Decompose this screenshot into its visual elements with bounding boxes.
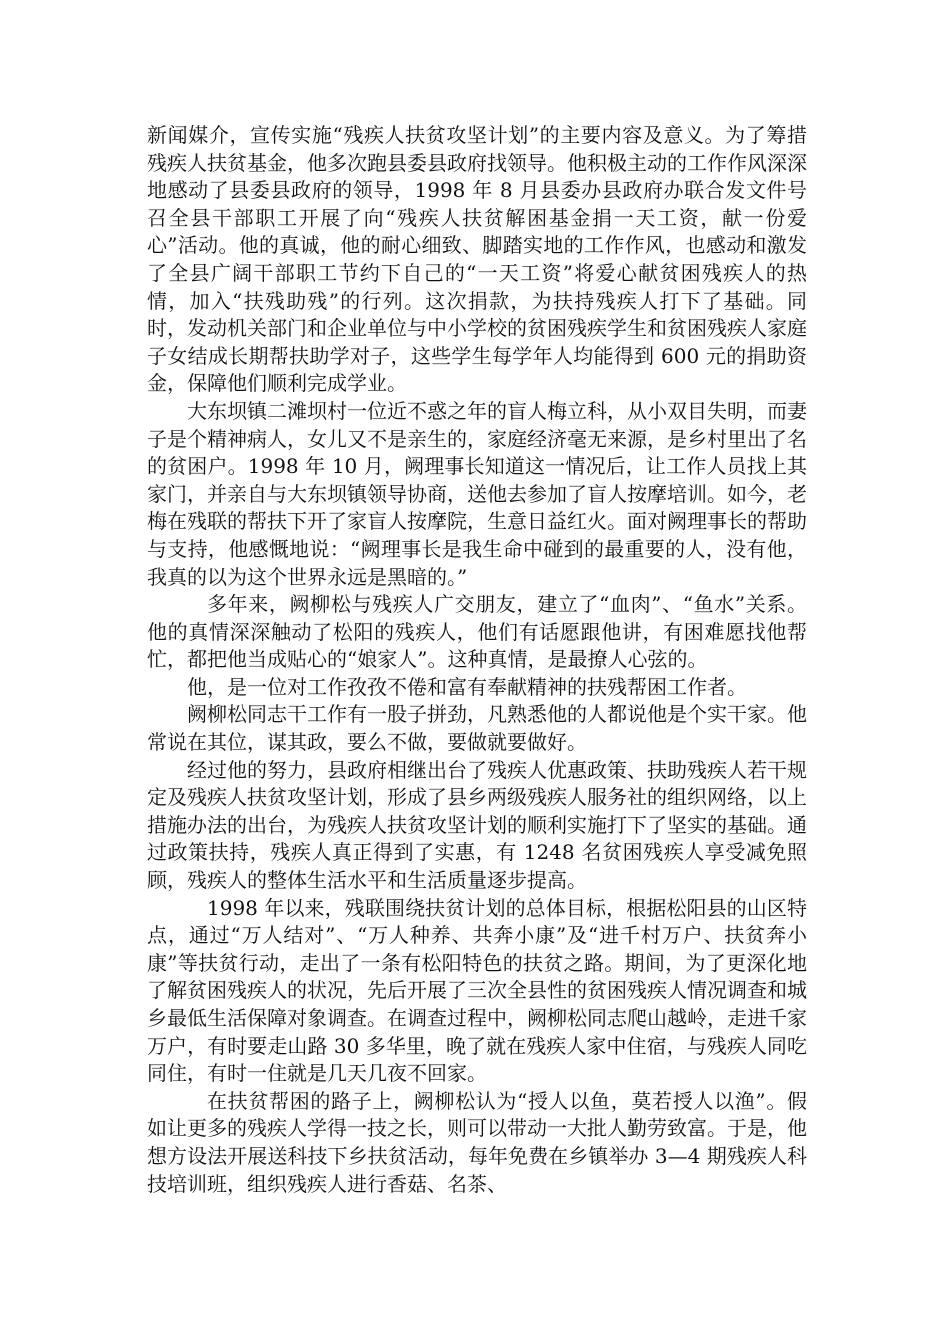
paragraph-4: 他，是一位对工作孜孜不倦和富有奉献精神的扶残帮困工作者。	[187, 674, 747, 699]
paragraph-2: 大东坝镇二滩坝村一位近不惑之年的盲人梅立科，从小双目失明，而妻子是个精神病人，女儿又不是亲生的，家庭经济毫无来源，是乡村里出了名的贫困户。1998 年 10 月，阙理事长知道这一情况后，让工作人员找上其家门，并亲自与大东坝镇领导协商，送他去参加了盲人按摩培训。如今，老梅在残联的帮扶下开了家盲人按摩院，生意日益红火。面对阙理事长的帮助与支持，他感慨地说：“阙理事长是我生命中碰到的最重要的人，没有他，我真的以为这个世界永远是黑暗的。”	[147, 398, 807, 589]
paragraph-3: 多年来，阙柳松与残疾人广交朋友，建立了“血肉”、“鱼水”关系。他的真情深深触动了松阳的残疾人，他们有话愿跟他讲，有困难愿找他帮忙，都把他当成贴心的“娘家人”。这种真情，是最撩人心弦的。	[147, 592, 807, 672]
document-page	[147, 122, 807, 1198]
paragraph-1: 新闻媒介，宣传实施“残疾人扶贫攻坚计划”的主要内容及意义。为了筹措残疾人扶贫基金，他多次跑县委县政府找领导。他积极主动的工作作风深深地感动了县委县政府的领导，1998 年 8 月县委办县政府办联合发文件号召全县干部职工开展了向“残疾人扶贫解困基金捐一天工资，献一份爱心”活动。他的真诚，他的耐心细致、脚踏实地的工作作风，也感动和激发了全县广阔干部职工节约下自己的“一天工资”将爱心献贫困残疾人的热情，加入“扶残助残”的行列。这次捐款，为扶持残疾人打下了基础。同时，发动机关部门和企业单位与中小学校的贫困残疾学生和贫困残疾人家庭子女结成长期帮扶助学对子，这些学生每学年人均能得到 600 元的捐助资金，保障他们顺利完成学业。	[147, 123, 807, 396]
paragraph-8: 在扶贫帮困的路子上，阙柳松认为“授人以鱼，莫若授人以渔”。假如让更多的残疾人学得一技之长，则可以带动一大批人勤劳致富。于是，他想方设法开展送科技下乡扶贫活动，每年免费在乡镇举办 3—4 期残疾人科技培训班，组织残疾人进行香菇、名茶、	[147, 1088, 807, 1196]
paragraph-5: 阙柳松同志干工作有一股子拼劲，凡熟悉他的人都说他是个实干家。他常说在其位，谋其政，要么不做，要做就要做好。	[147, 702, 807, 755]
paragraph-6: 经过他的努力，县政府相继出台了残疾人优惠政策、扶助残疾人若干规定及残疾人扶贫攻坚计划，形成了县乡两级残疾人服务社的组织网络，以上措施办法的出台，为残疾人扶贫攻坚计划的顺利实施打下了坚实的基础。通过政策扶持，残疾人真正得到了实惠，有 1248 名贫困残疾人享受减免照顾，残疾人的整体生活水平和生活质量逐步提高。	[147, 757, 807, 893]
paragraph-7: 1998 年以来，残联围绕扶贫计划的总体目标，根据松阳县的山区特点，通过“万人结对”、“万人种养、共奔小康”及“进千村万户、扶贫奔小康”等扶贫行动，走出了一条有松阳特色的扶贫之路。期间，为了更深化地了解贫困残疾人的状况，先后开展了三次全县性的贫困残疾人情况调查和城乡最低生活保障对象调查。在调查过程中，阙柳松同志爬山越岭，走进千家万户，有时要走山路 30 多华里，晚了就在残疾人家中住宿，与残疾人同吃同住，有时一住就是几天几夜不回家。	[147, 895, 807, 1086]
